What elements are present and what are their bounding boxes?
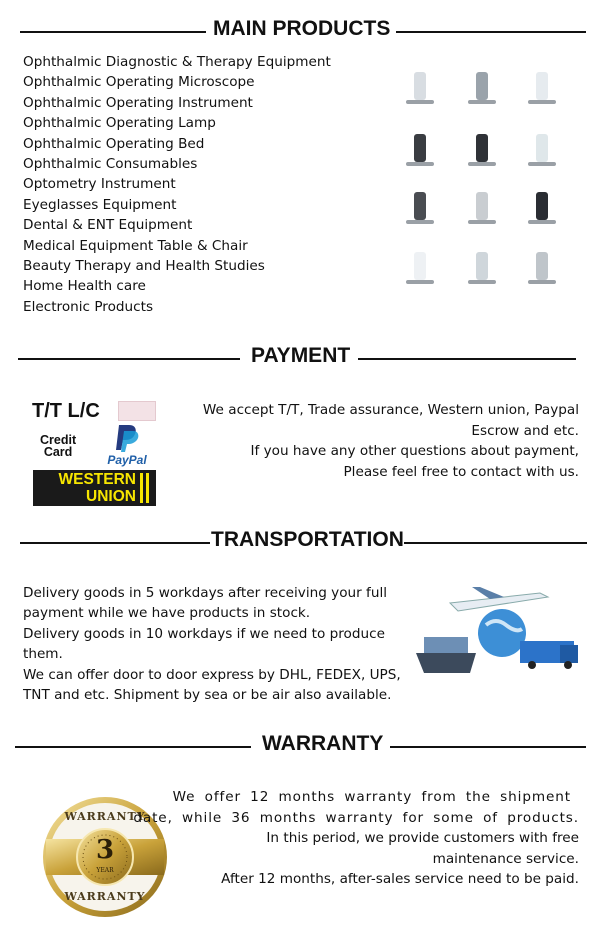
product-image bbox=[462, 66, 502, 110]
text-line: them. bbox=[23, 646, 63, 663]
warranty-description bbox=[133, 787, 579, 890]
text-line: If you have any other questions about payment, bbox=[250, 443, 579, 459]
main-products-header bbox=[0, 17, 600, 47]
text-line: maintenance service. bbox=[432, 850, 579, 867]
product-image bbox=[522, 128, 562, 172]
list-item: Ophthalmic Diagnostic & Therapy Equipment bbox=[23, 54, 331, 70]
paypal-icon bbox=[114, 423, 140, 453]
text-line: Escrow and etc. bbox=[471, 422, 579, 439]
globe-icon bbox=[478, 609, 526, 657]
text-line: In this period, we provide customers with free bbox=[266, 830, 579, 846]
badge-top-text: WARRANTY bbox=[64, 810, 146, 823]
divider bbox=[20, 542, 210, 544]
text-line: We offer 12 months warranty from the shipment bbox=[172, 789, 571, 805]
list-item: Eyeglasses Equipment bbox=[23, 196, 177, 213]
transportation-header bbox=[0, 528, 600, 558]
divider bbox=[404, 542, 587, 544]
paypal-logo bbox=[102, 423, 152, 467]
product-image bbox=[522, 186, 562, 230]
list-item: Beauty Therapy and Health Studies bbox=[23, 258, 265, 275]
divider bbox=[15, 746, 251, 748]
text-line: After 12 months, after-sales service need to be paid. bbox=[221, 871, 579, 887]
warranty-header bbox=[0, 732, 600, 762]
product-image bbox=[400, 246, 440, 290]
credit-card-logo bbox=[40, 434, 76, 458]
text-line: date, while 36 months warranty for some of products. bbox=[133, 809, 579, 826]
list-item: Ophthalmic Operating Instrument bbox=[23, 94, 253, 111]
text-line: payment while we have products in stock. bbox=[23, 605, 311, 622]
list-item: Ophthalmic Operating Lamp bbox=[23, 115, 216, 132]
list-item: Optometry Instrument bbox=[23, 176, 176, 193]
section-title: WARRANTY bbox=[262, 732, 384, 755]
text-line: Delivery goods in 5 workdays after receiving your full bbox=[23, 585, 388, 601]
badge-number: 3 bbox=[95, 835, 115, 865]
payment-logos bbox=[30, 398, 160, 508]
lc-stamp-icon bbox=[118, 401, 156, 421]
list-item: Dental & ENT Equipment bbox=[23, 217, 193, 234]
divider bbox=[390, 746, 586, 748]
product-image bbox=[400, 186, 440, 230]
product-image bbox=[522, 246, 562, 290]
credit-label: Credit bbox=[40, 433, 77, 447]
list-item: Medical Equipment Table & Chair bbox=[23, 237, 248, 254]
list-item: Home Health care bbox=[23, 278, 146, 295]
divider bbox=[18, 358, 240, 360]
divider bbox=[396, 31, 586, 33]
card-label: Card bbox=[43, 445, 73, 459]
divider bbox=[20, 31, 206, 33]
western-union-logo bbox=[33, 470, 156, 506]
badge-unit: YEAR bbox=[96, 867, 114, 874]
payment-description bbox=[203, 400, 579, 482]
text-line: We accept T/T, Trade assurance, Western union, Paypal bbox=[202, 402, 579, 418]
text-line: TNT and etc. Shipment by sea or be air also available. bbox=[23, 687, 392, 704]
text-line: We can offer door to door express by DHL, FEDEX, UPS, bbox=[23, 666, 401, 683]
list-item: Ophthalmic Operating Bed bbox=[23, 135, 205, 152]
text-line: Delivery goods in 10 workdays if we need to produce bbox=[23, 625, 385, 642]
badge-bottom-text: WARRANTY bbox=[64, 890, 146, 903]
product-image bbox=[400, 128, 440, 172]
shipping-illustration bbox=[410, 585, 590, 685]
paypal-label: PayPal bbox=[107, 453, 147, 467]
western-label: WESTERN bbox=[58, 471, 136, 488]
product-list bbox=[23, 52, 331, 317]
transportation-description bbox=[23, 583, 401, 705]
product-image bbox=[522, 66, 562, 110]
text-line: Please feel free to contact with us. bbox=[343, 463, 579, 480]
section-title: TRANSPORTATION bbox=[211, 528, 404, 551]
union-label: UNION bbox=[86, 488, 136, 505]
section-title: MAIN PRODUCTS bbox=[213, 17, 391, 40]
list-item: Ophthalmic Operating Microscope bbox=[23, 74, 255, 91]
product-image bbox=[400, 66, 440, 110]
product-image bbox=[462, 128, 502, 172]
tt-lc-logo: T/T L/C bbox=[32, 400, 100, 422]
section-title: PAYMENT bbox=[251, 344, 351, 367]
list-item: Electronic Products bbox=[23, 298, 154, 315]
product-image bbox=[462, 246, 502, 290]
payment-header bbox=[0, 344, 600, 374]
divider bbox=[358, 358, 576, 360]
list-item: Ophthalmic Consumables bbox=[23, 156, 198, 173]
product-image bbox=[462, 186, 502, 230]
ship-icon bbox=[416, 653, 476, 673]
